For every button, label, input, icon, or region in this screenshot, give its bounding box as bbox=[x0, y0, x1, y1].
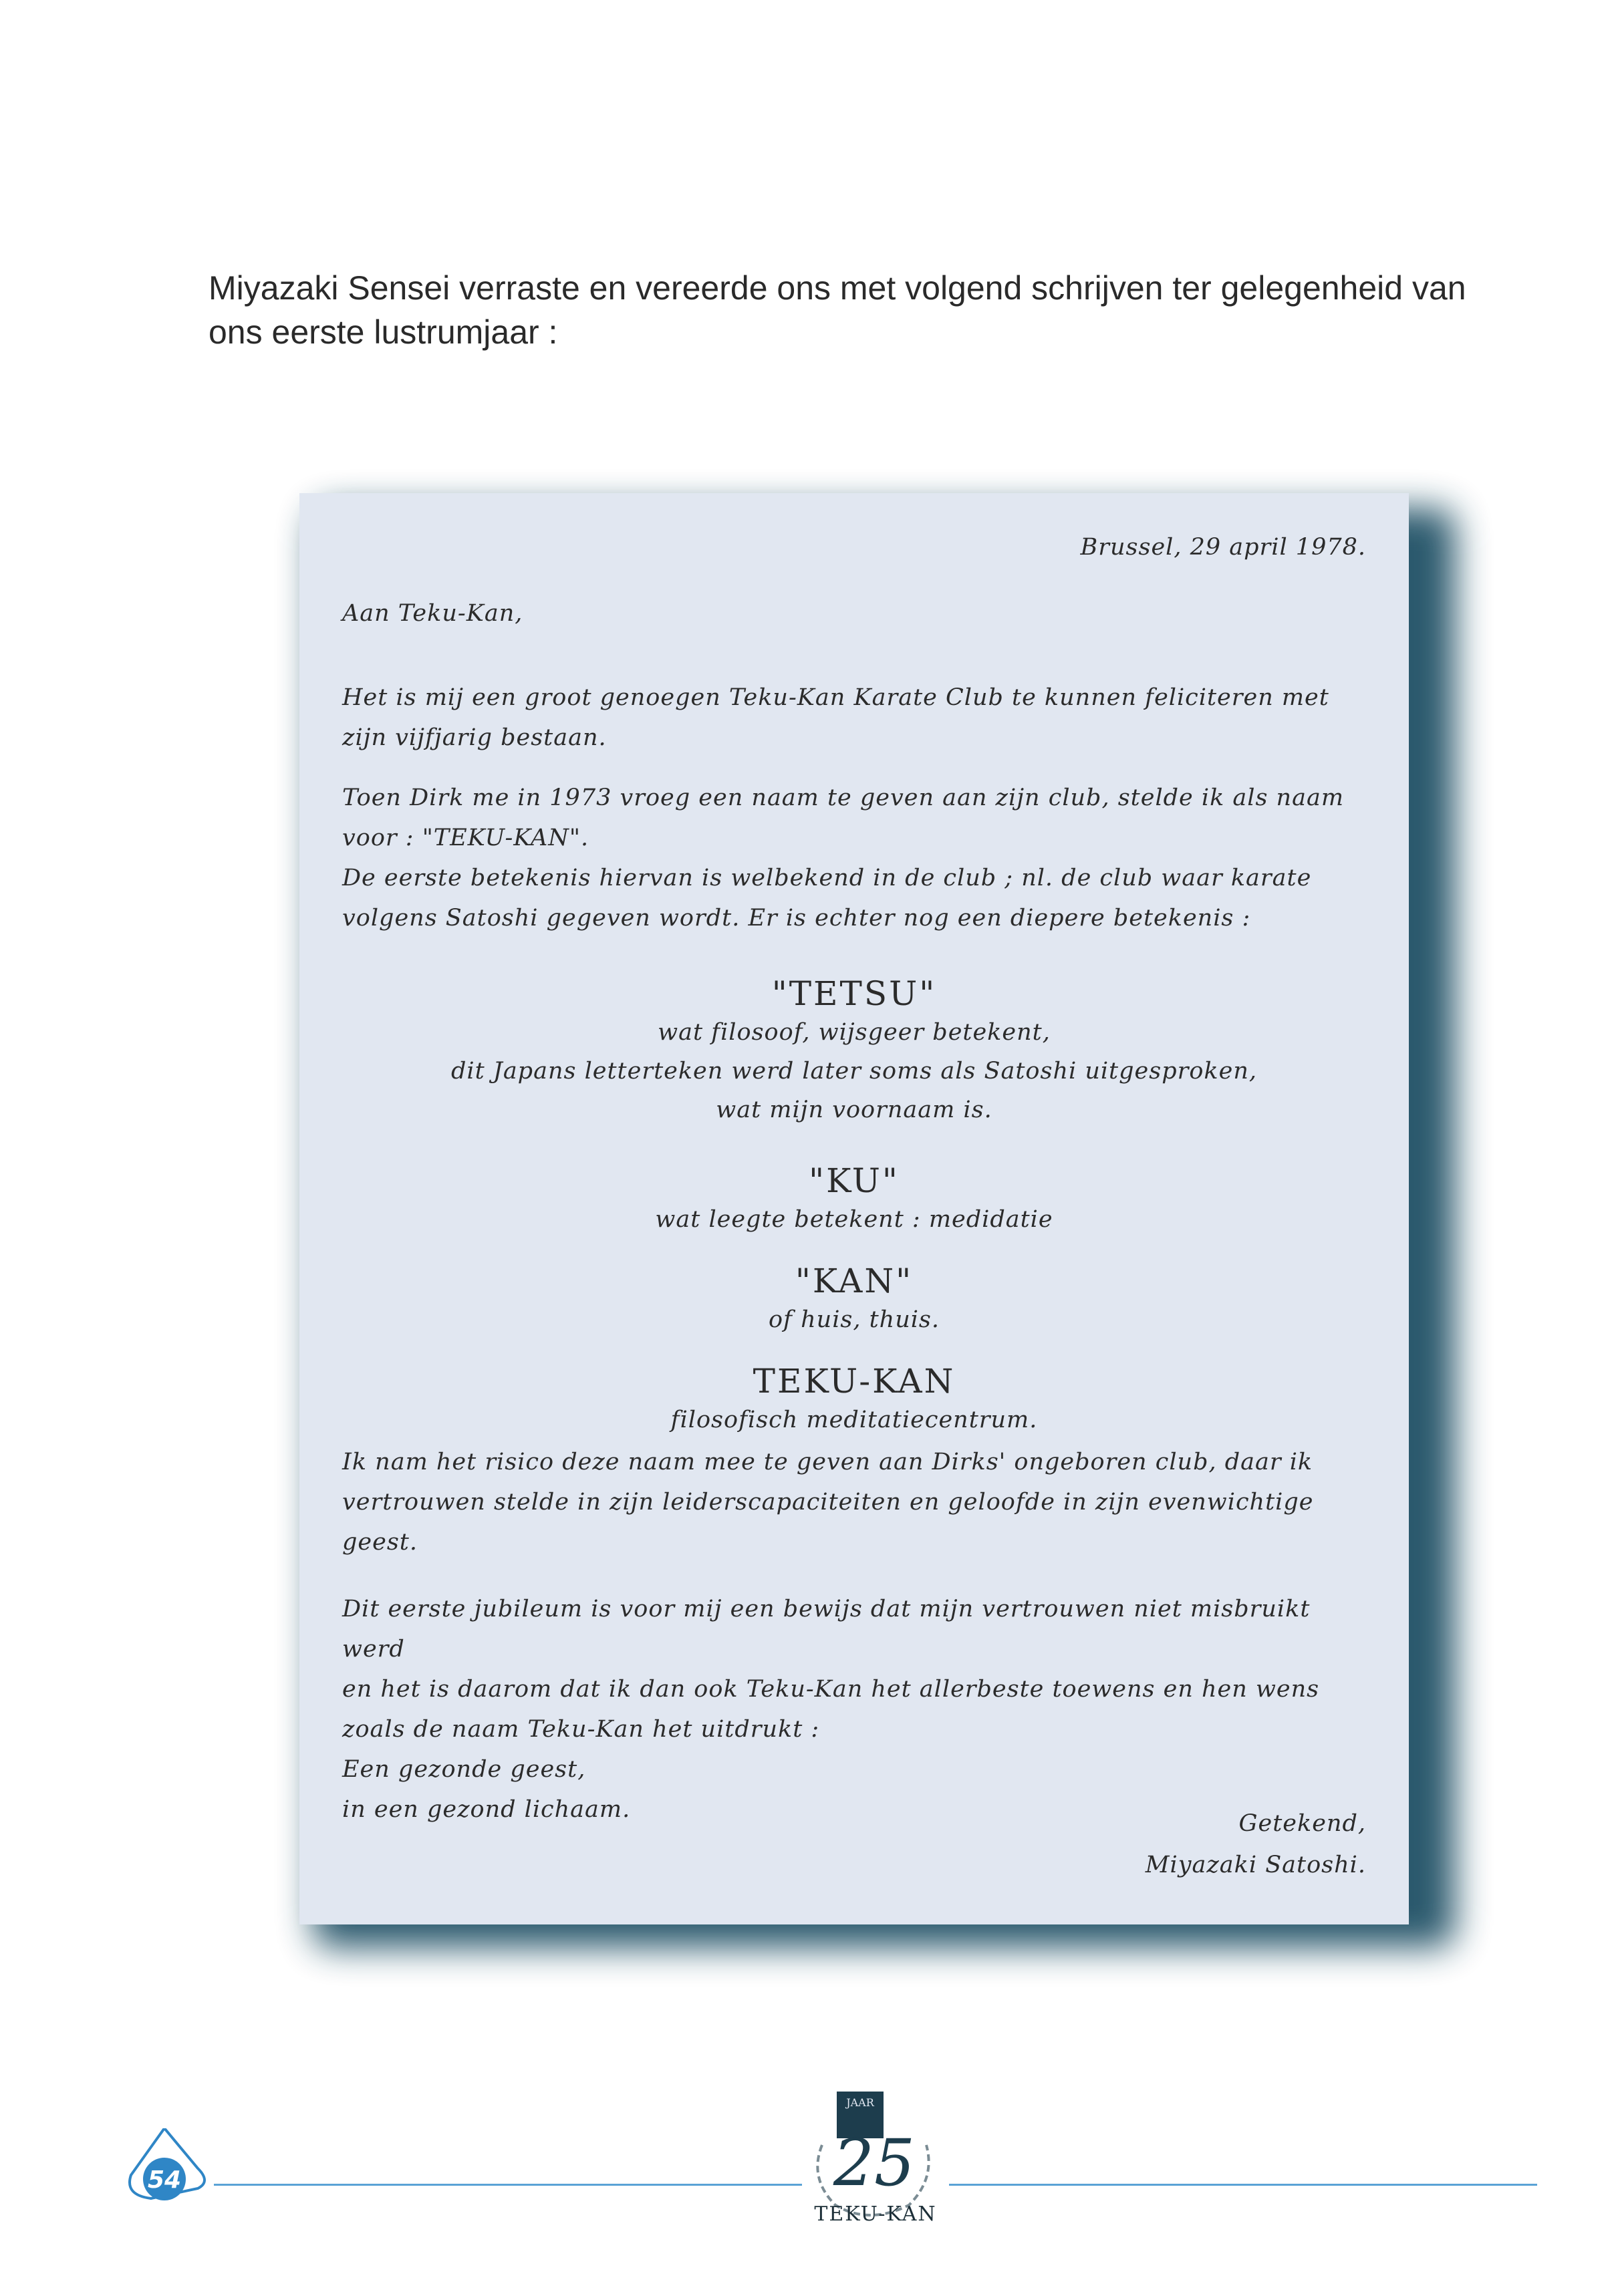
text-line: volgens Satoshi gegeven wordt. Er is echter nog een diepere betekenis : bbox=[342, 905, 1251, 931]
text-line: dit Japans letterteken werd later soms als Satoshi uitgesproken, bbox=[451, 1058, 1257, 1085]
ku-block bbox=[299, 1161, 1409, 1239]
closing-word: Getekend, bbox=[1238, 1810, 1366, 1837]
letter-closing bbox=[1146, 1803, 1366, 1886]
text-line: De eerste betekenis hiervan is welbekend in de club ; nl. de club waar karate bbox=[342, 865, 1312, 891]
intro-line-2: ons eerste lustrumjaar : bbox=[209, 313, 558, 351]
text-line: wat mijn voornaam is. bbox=[716, 1097, 992, 1123]
text-line: zijn vijfjarig bestaan. bbox=[342, 724, 607, 751]
logo-jaar: JAAR bbox=[846, 2096, 874, 2109]
letter-date: Brussel, 29 april 1978. bbox=[1080, 534, 1366, 561]
tetsu-heading: "TETSU" bbox=[771, 974, 937, 1013]
logo-name: TEKU-KAN bbox=[814, 2202, 937, 2226]
kan-block bbox=[299, 1262, 1409, 1339]
letter-sheet bbox=[299, 493, 1409, 1924]
text-line: en het is daarom dat ik dan ook Teku-Kan het allerbeste toewens en hen wens bbox=[342, 1676, 1320, 1703]
footer-rule-left bbox=[214, 2184, 802, 2186]
drop-icon bbox=[118, 2128, 211, 2202]
text-line: Dit eerste jubileum is voor mij een bewijs dat mijn vertrouwen niet misbruikt werd bbox=[342, 1596, 1311, 1663]
page-number-badge bbox=[118, 2128, 211, 2202]
tekukan-heading: TEKU-KAN bbox=[753, 1362, 956, 1401]
tetsu-block bbox=[299, 974, 1409, 1129]
page-number: 54 bbox=[147, 2166, 182, 2194]
tekukan-block bbox=[299, 1362, 1409, 1439]
text-line: wat leegte betekent : medidatie bbox=[655, 1206, 1053, 1233]
text-line: Toen Dirk me in 1973 vroeg een naam te geven aan zijn club, stelde ik als naam bbox=[342, 784, 1345, 811]
text-line: vertrouwen stelde in zijn leiderscapaciteiten en geloofde in zijn evenwichtige bbox=[342, 1489, 1314, 1516]
text-line: zoals de naam Teku-Kan het uitdrukt : bbox=[342, 1716, 820, 1743]
logo-number: 25 bbox=[833, 2126, 916, 2200]
intro-line-1: Miyazaki Sensei verraste en vereerde ons met volgend schrijven ter gelegenheid van bbox=[209, 269, 1466, 307]
text-line: voor : "TEKU-KAN". bbox=[342, 825, 589, 851]
signature: Miyazaki Satoshi. bbox=[1145, 1852, 1366, 1878]
letter-paragraph-4 bbox=[342, 1589, 1371, 1830]
letter-paragraph-1 bbox=[342, 678, 1371, 758]
text-line: wat filosoof, wijsgeer betekent, bbox=[658, 1019, 1051, 1046]
text-line: Een gezonde geest, bbox=[342, 1756, 586, 1783]
intro-text bbox=[209, 266, 1532, 354]
kan-heading: "KAN" bbox=[795, 1262, 914, 1300]
text-line: Het is mij een groot genoegen Teku-Kan Karate Club te kunnen feliciteren met bbox=[342, 684, 1329, 711]
text-line: filosofisch meditatiecentrum. bbox=[670, 1407, 1038, 1433]
text-line: geest. bbox=[342, 1529, 418, 1556]
letter-paragraph-2 bbox=[342, 778, 1371, 938]
text-line: of huis, thuis. bbox=[768, 1306, 940, 1333]
ku-heading: "KU" bbox=[809, 1161, 900, 1200]
text-line: Ik nam het risico deze naam mee te geven aan Dirks' ongeboren club, daar ik bbox=[342, 1449, 1313, 1475]
text-line: in een gezond lichaam. bbox=[342, 1796, 631, 1823]
letter-salutation: Aan Teku-Kan, bbox=[342, 600, 523, 627]
letter-paragraph-3 bbox=[342, 1442, 1371, 1562]
footer-rule-right bbox=[949, 2184, 1537, 2186]
